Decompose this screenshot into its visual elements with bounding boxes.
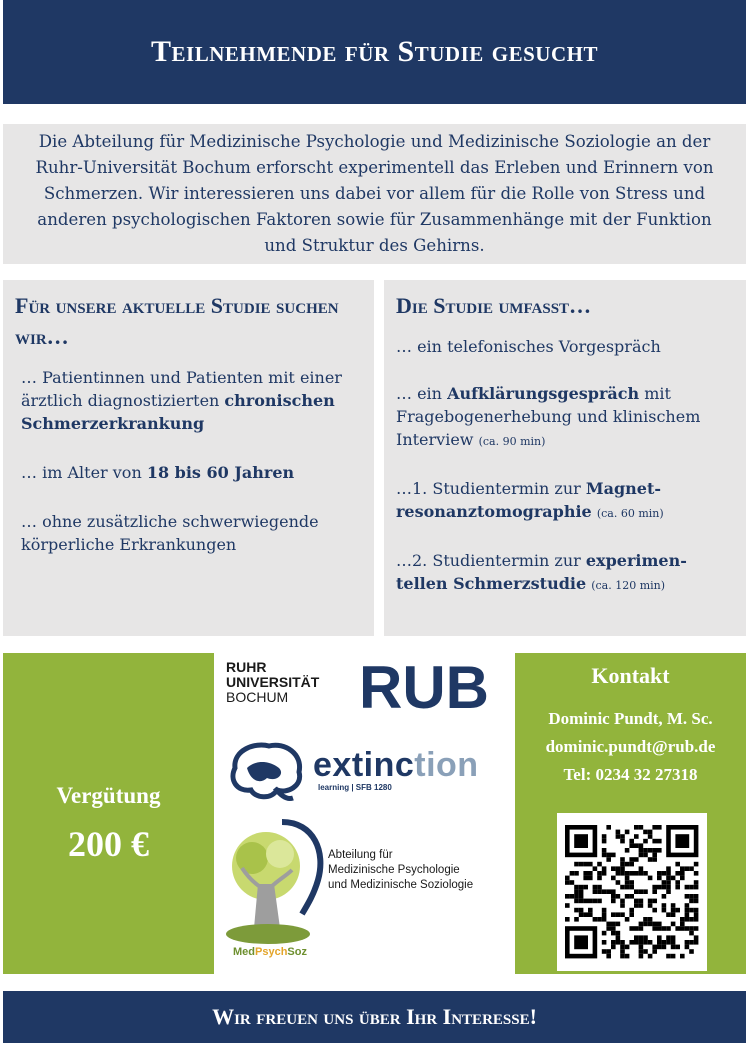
intro-text: Die Abteilung für Medizinische Psychologie und Medizinische Soziologie an der Ruhr-Universität Bochum erforscht experimentell das Erleben und Erinnern von Schmerzen. Wir interessieren uns dabei vor allem für die Rolle von Stress und anderen psychologischen Faktoren sowie für Zusammenhänge mit der Funktion und Struktur des Gehirns. [35,132,714,255]
study-item-duration: (ca. 60 min) [596,507,664,520]
contact-title: Kontakt [591,663,670,688]
contact-phone: Tel: 0234 32 27318 [563,765,698,784]
intro-box [3,124,746,264]
medpsych-part: Psych [255,946,288,958]
page-title: Teilnehmende für Studie gesucht [151,35,598,68]
extinction-part: extinc [313,746,415,784]
study-content-title: Die Studie umfasst… [396,293,592,318]
department-line: und Medizinische Soziologie [328,879,474,891]
tree-head-icon [222,818,328,946]
criteria-item-diagnosis [15,366,362,435]
study-item-text: …2. Studientermin zur [396,551,586,570]
medpsych-part: Med [233,946,255,958]
rub-line: UNIVERSITÄT [226,674,320,690]
criteria-item-text: … im Alter von [21,463,147,482]
study-item-mri [396,477,734,525]
study-item-text: …1. Studientermin zur [396,479,586,498]
study-item-text: mit Fragebogenerhebung und klinischem Interview [396,384,701,449]
criteria-item-text: … Patientinnen und Patienten mit einer ärztlich diagnostizierten [21,368,342,410]
criteria-item-emphasis: chronischen Schmerzerkrankung [21,391,335,433]
study-item-duration: (ca. 120 min) [591,579,666,592]
study-item-emphasis: Aufklärungsgespräch [447,384,640,403]
brain-icon [225,738,307,808]
qr-code-icon [557,813,707,971]
study-item-text: … ein [396,384,448,403]
medpsych-part: Soz [287,946,307,958]
study-item-emphasis: Magnet-resonanztomographie [396,479,661,521]
criteria-box [3,280,374,636]
compensation-box [3,653,214,974]
study-content-box [384,280,746,636]
study-item-consultation [396,382,734,453]
medpsychsoz-wordmark [233,946,307,958]
compensation-amount: 200 € [68,823,149,864]
rub-line: RUHR [226,659,267,675]
contact-email[interactable]: dominic.pundt@rub.de [545,737,716,756]
criteria-item-health: … ohne zusätzliche schwerwiegende körperliche Erkrankungen [21,512,319,554]
criteria-title: Für unsere aktuelle Studie suchen wir… [15,293,339,349]
rub-line: BOCHUM [226,689,289,705]
extinction-wordmark [313,746,479,785]
footer-banner [3,991,746,1043]
study-item-phone: … ein telefonisches Vorgespräch [396,337,661,356]
study-item-emphasis: experimen-tellen Schmerzstudie [396,551,687,593]
rub-logo-letters: RUB [359,656,489,716]
study-item-duration: (ca. 90 min) [478,435,546,448]
criteria-item-age [15,461,362,484]
extinction-subtitle: learning | SFB 1280 [318,783,392,792]
department-line: Abteilung für [328,849,393,861]
compensation-label: Vergütung [56,782,161,808]
footer-text: Wir freuen uns über Ihr Interesse! [212,1004,537,1029]
extinction-part: tion [414,746,479,784]
contact-box [515,653,746,974]
criteria-item-emphasis: 18 bis 60 Jahren [146,463,295,482]
rub-logo [357,656,497,716]
rub-wordmark [226,660,319,705]
header-banner [3,0,746,104]
department-name [328,848,473,893]
study-item-pain-study [396,549,734,597]
qr-code[interactable] [557,813,707,971]
department-line: Medizinische Psychologie [328,864,460,876]
contact-name: Dominic Pundt, M. Sc. [548,709,713,728]
